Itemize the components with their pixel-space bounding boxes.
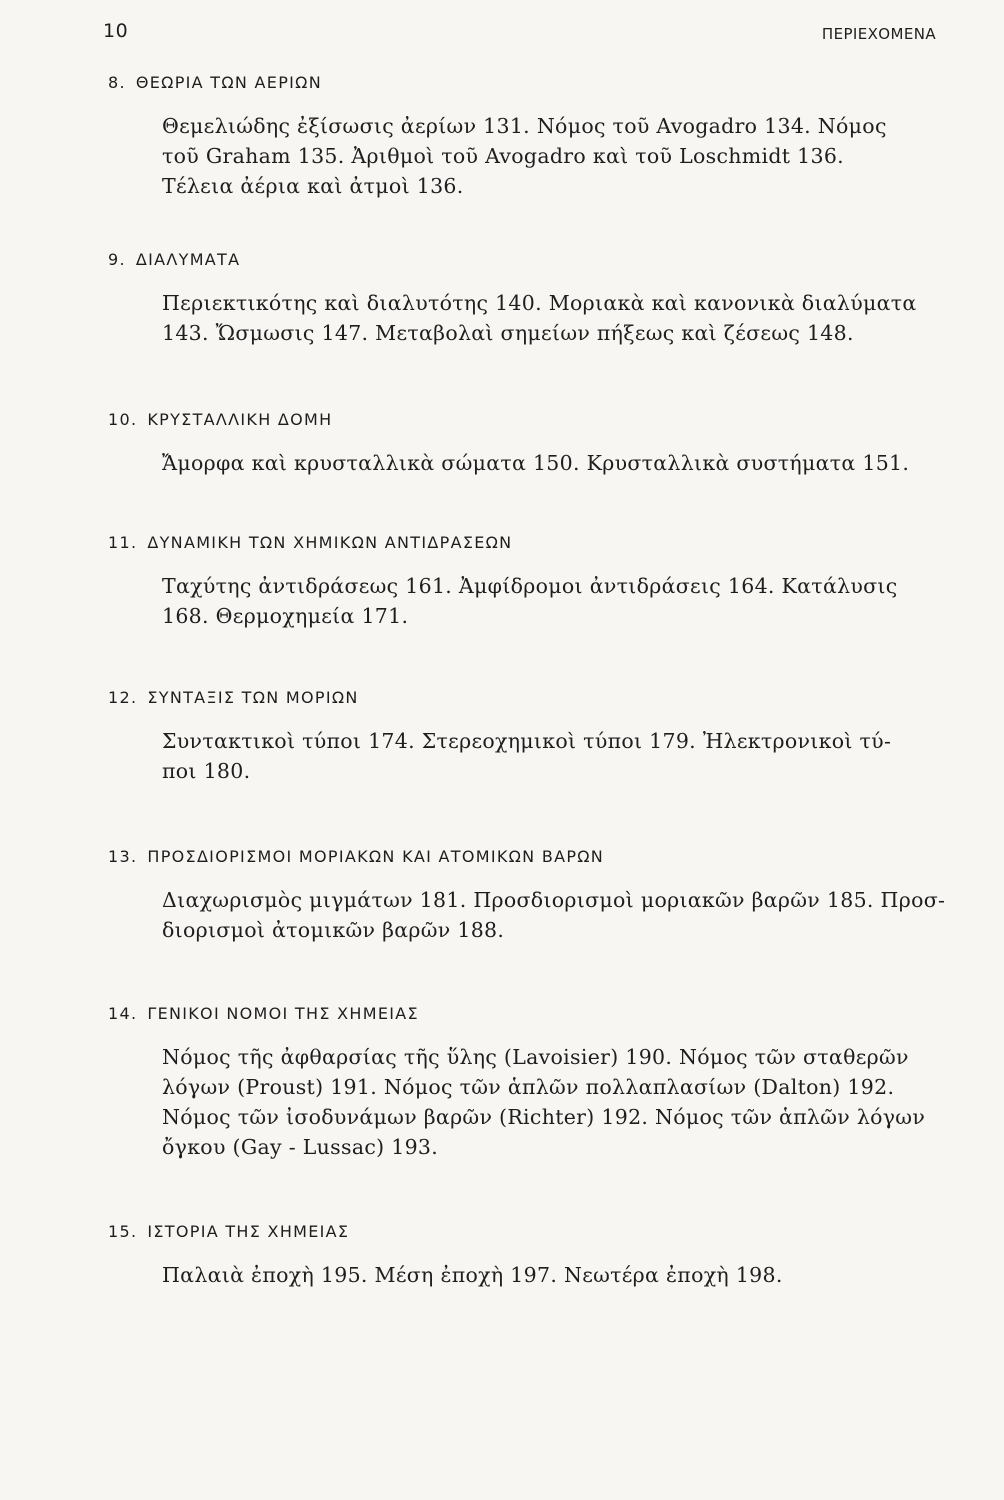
section-number: 13. [108,847,138,866]
entry-line: Ταχύτης ἀντιδράσεως 161. Ἀμφίδρομοι ἀντιδράσεις 164. Κατάλυσις [162,574,898,598]
entry-line: λόγων (Proust) 191. Νόμος τῶν ἁπλῶν πολλαπλασίων (Dalton) 192. [162,1075,895,1099]
section-title: ΔΙΑΛΥΜΑΤΑ [135,250,241,269]
entry-line: 168. Θερμοχημεία 171. [162,604,409,628]
running-title: ΠΕΡΙΕΧΟΜΕΝΑ [821,25,936,43]
section-number: 10. [108,410,138,429]
section-number: 14. [108,1004,138,1023]
entry-line: Τέλεια ἀέρια καὶ ἀτμοὶ 136. [162,174,464,198]
section-heading [108,1004,419,1023]
section-entries [162,726,937,786]
entry-line: Περιεκτικότης καὶ διαλυτότης 140. Μοριακὰ καὶ κανονικὰ διαλύματα [162,291,917,315]
section-heading [108,250,240,269]
section-entries [162,448,937,478]
section-entries [162,571,937,631]
entry-line: διορισμοὶ ἀτομικῶν βαρῶν 188. [162,918,505,942]
section-title: ΘΕΩΡΙΑ ΤΩΝ ΑΕΡΙΩΝ [135,73,322,92]
section-number: 11. [108,533,138,552]
section-entries [162,111,937,201]
section-entries [162,1042,937,1162]
section-heading [108,73,322,92]
page-number: 10 [103,20,129,42]
entry-line: Ἄμορφα καὶ κρυσταλλικὰ σώματα 150. Κρυσταλλικὰ συστήματα 151. [162,451,910,475]
entry-line: Νόμος τῶν ἰσοδυνάμων βαρῶν (Richter) 192. Νόμος τῶν ἁπλῶν λόγων [162,1105,926,1129]
entry-line: Παλαιὰ ἐποχὴ 195. Μέση ἐποχὴ 197. Νεωτέρα ἐποχὴ 198. [162,1263,783,1287]
entry-line: Διαχωρισμὸς μιγμάτων 181. Προσδιορισμοὶ μοριακῶν βαρῶν 185. Προσ- [162,888,946,912]
section-entries [162,885,946,945]
section-heading [108,533,512,552]
section-number: 15. [108,1222,138,1241]
section-entries [162,1260,937,1290]
section-entries [162,288,937,348]
section-title: ΠΡΟΣΔΙΟΡΙΣΜΟΙ ΜΟΡΙΑΚΩΝ ΚΑΙ ΑΤΟΜΙΚΩΝ ΒΑΡΩΝ [147,847,605,866]
section-title: ΚΡΥΣΤΑΛΛΙΚΗ ΔΟΜΗ [147,410,333,429]
entry-line: ποι 180. [162,759,251,783]
section-heading [108,1222,349,1241]
entry-line: 143. Ὤσμωσις 147. Μεταβολαὶ σημείων πήξεως καὶ ζέσεως 148. [162,321,854,345]
entry-line: τοῦ Graham 135. Ἀριθμοὶ τοῦ Avogadro καὶ τοῦ Loschmidt 136. [162,144,844,168]
section-number: 12. [108,688,138,707]
section-title: ΙΣΤΟΡΙΑ ΤΗΣ ΧΗΜΕΙΑΣ [147,1222,350,1241]
section-title: ΣΥΝΤΑΞΙΣ ΤΩΝ ΜΟΡΙΩΝ [147,688,359,707]
entry-line: ὄγκου (Gay - Lussac) 193. [162,1135,439,1159]
section-title: ΔΥΝΑΜΙΚΗ ΤΩΝ ΧΗΜΙΚΩΝ ΑΝΤΙΔΡΑΣΕΩΝ [147,533,513,552]
section-number: 8. [108,73,126,92]
section-heading [108,688,359,707]
section-heading [108,847,604,866]
entry-line: Θεμελιώδης ἐξίσωσις ἀερίων 131. Νόμος τοῦ Avogadro 134. Νόμος [162,114,887,138]
entry-line: Νόμος τῆς ἀφθαρσίας τῆς ὕλης (Lavoisier) 190. Νόμος τῶν σταθερῶν [162,1045,909,1069]
entry-line: Συντακτικοὶ τύποι 174. Στερεοχημικοὶ τύποι 179. Ἠλεκτρονικοὶ τύ- [162,729,892,753]
section-heading [108,410,333,429]
section-title: ΓΕΝΙΚΟΙ ΝΟΜΟΙ ΤΗΣ ΧΗΜΕΙΑΣ [147,1004,419,1023]
section-number: 9. [108,250,126,269]
